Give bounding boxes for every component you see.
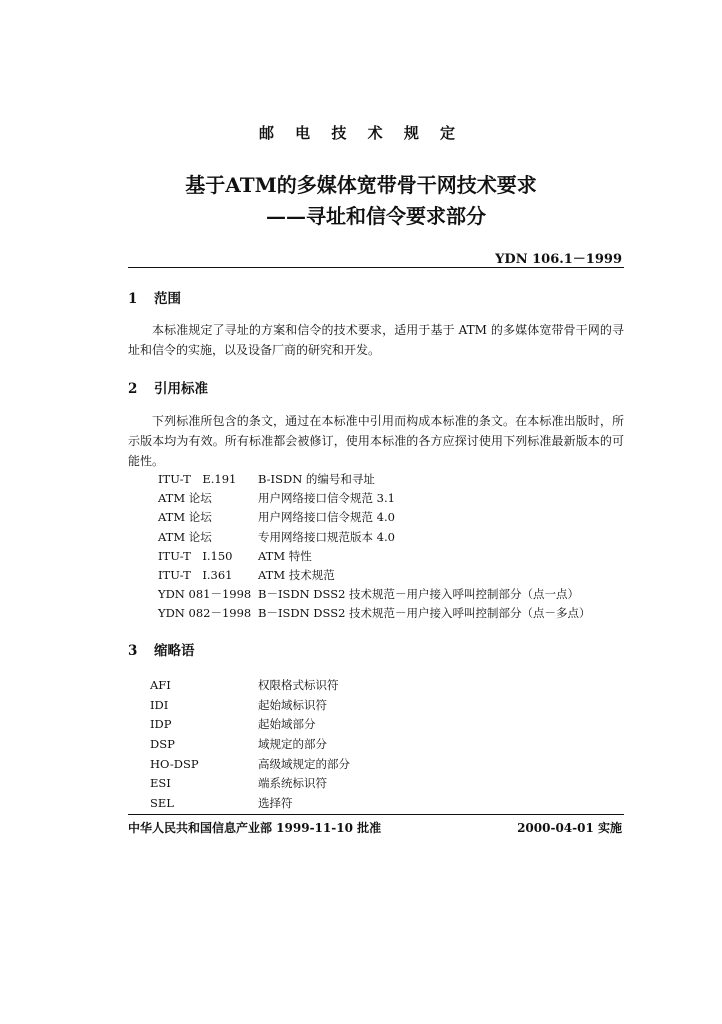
list-item — [150, 755, 350, 775]
abbreviation-meaning: 起始域部分 — [258, 717, 316, 732]
list-item — [158, 547, 591, 566]
section-heading-abbreviations — [128, 639, 195, 659]
reference-code: ATM 论坛 — [158, 491, 212, 506]
section-paragraph-references: 下列标准所包含的条文，通过在本标准中引用而构成本标准的条文。在本标准出版时，所示版本均为有效。所有标准都会被修订，使用本标准的各方应探讨使用下列标准最新版本的可能性。 — [128, 414, 624, 468]
section-paragraph-scope: 本标准规定了寻址的方案和信令的技术要求，适用于基于 ATM 的多媒体宽带骨干网的寻址和信令的实施，以及设备厂商的研究和开发。 — [128, 323, 624, 357]
reference-title: 用户网络接口信令规范 4.0 — [258, 510, 395, 525]
reference-title: B-ISDN 的编号和寻址 — [258, 472, 375, 486]
abbreviation-meaning: 选择符 — [258, 796, 293, 811]
reference-title: 专用网络接口规范版本 4.0 — [258, 529, 395, 544]
abbreviation-code: IDI — [150, 697, 169, 712]
reference-code: ITU-T E.191 — [158, 472, 237, 486]
abbreviation-list — [150, 676, 350, 814]
reference-code: ATM 论坛 — [158, 529, 212, 544]
list-item — [150, 696, 350, 716]
list-item — [150, 735, 350, 755]
reference-code: ITU-T I.361 — [158, 567, 233, 582]
list-item — [150, 676, 350, 696]
reference-title: B－ISDN DSS2 技术规范－用户接入呼叫控制部分（点一点） — [258, 587, 580, 602]
reference-code: YDN 082－1998 — [158, 606, 252, 621]
list-item — [158, 489, 591, 508]
section-number: 2 — [128, 381, 138, 397]
section-title: 缩略语 — [154, 643, 195, 659]
reference-title: B－ISDN DSS2 技术规范－用户接入呼叫控制部分（点－多点） — [258, 606, 591, 621]
reference-code: YDN 081－1998 — [158, 587, 252, 602]
abbreviation-meaning: 高级域规定的部分 — [258, 756, 350, 771]
list-item — [158, 528, 591, 547]
reference-list — [158, 470, 591, 624]
ministry-title: 邮 电 技 术 规 定 — [258, 124, 464, 142]
list-item — [150, 774, 350, 794]
section-title: 范围 — [154, 291, 181, 307]
abbreviation-meaning: 起始域标识符 — [258, 697, 327, 712]
abbreviation-code: SEL — [150, 796, 174, 811]
list-item — [158, 470, 591, 489]
abbreviation-meaning: 端系统标识符 — [258, 776, 327, 791]
reference-title: ATM 特性 — [258, 548, 312, 563]
list-item — [158, 508, 591, 527]
list-item — [158, 604, 591, 623]
document-subtitle: ——寻址和信令要求部分 — [266, 204, 486, 228]
reference-code: ITU-T I.150 — [158, 548, 233, 563]
abbreviation-code: AFI — [150, 678, 171, 692]
footer-divider — [128, 814, 624, 815]
abbreviation-code: DSP — [150, 737, 175, 752]
list-item — [158, 566, 591, 585]
list-item — [150, 715, 350, 735]
header-divider — [128, 267, 624, 268]
section-title: 引用标准 — [154, 381, 208, 397]
abbreviation-meaning: 权限格式标识符 — [258, 678, 339, 692]
abbreviation-meaning: 域规定的部分 — [258, 737, 327, 752]
list-item — [158, 585, 591, 604]
abbreviation-code: IDP — [150, 717, 172, 732]
abbreviation-code: ESI — [150, 776, 171, 791]
section-heading-scope — [128, 287, 181, 307]
document-title: 基于ATM的多媒体宽带骨干网技术要求 — [185, 173, 537, 197]
standard-number: YDN 106.1－1999 — [495, 252, 622, 267]
section-number: 1 — [128, 291, 138, 307]
approval-line: 中华人民共和国信息产业部 1999-11-10 批准 — [128, 821, 382, 835]
reference-title: 用户网络接口信令规范 3.1 — [258, 491, 395, 506]
abbreviation-code: HO-DSP — [150, 756, 199, 771]
section-heading-references — [128, 377, 208, 397]
reference-title: ATM 技术规范 — [258, 567, 335, 582]
section-number: 3 — [128, 643, 138, 659]
implementation-date: 2000-04-01 实施 — [517, 821, 622, 835]
reference-code: ATM 论坛 — [158, 510, 212, 525]
list-item — [150, 794, 350, 814]
